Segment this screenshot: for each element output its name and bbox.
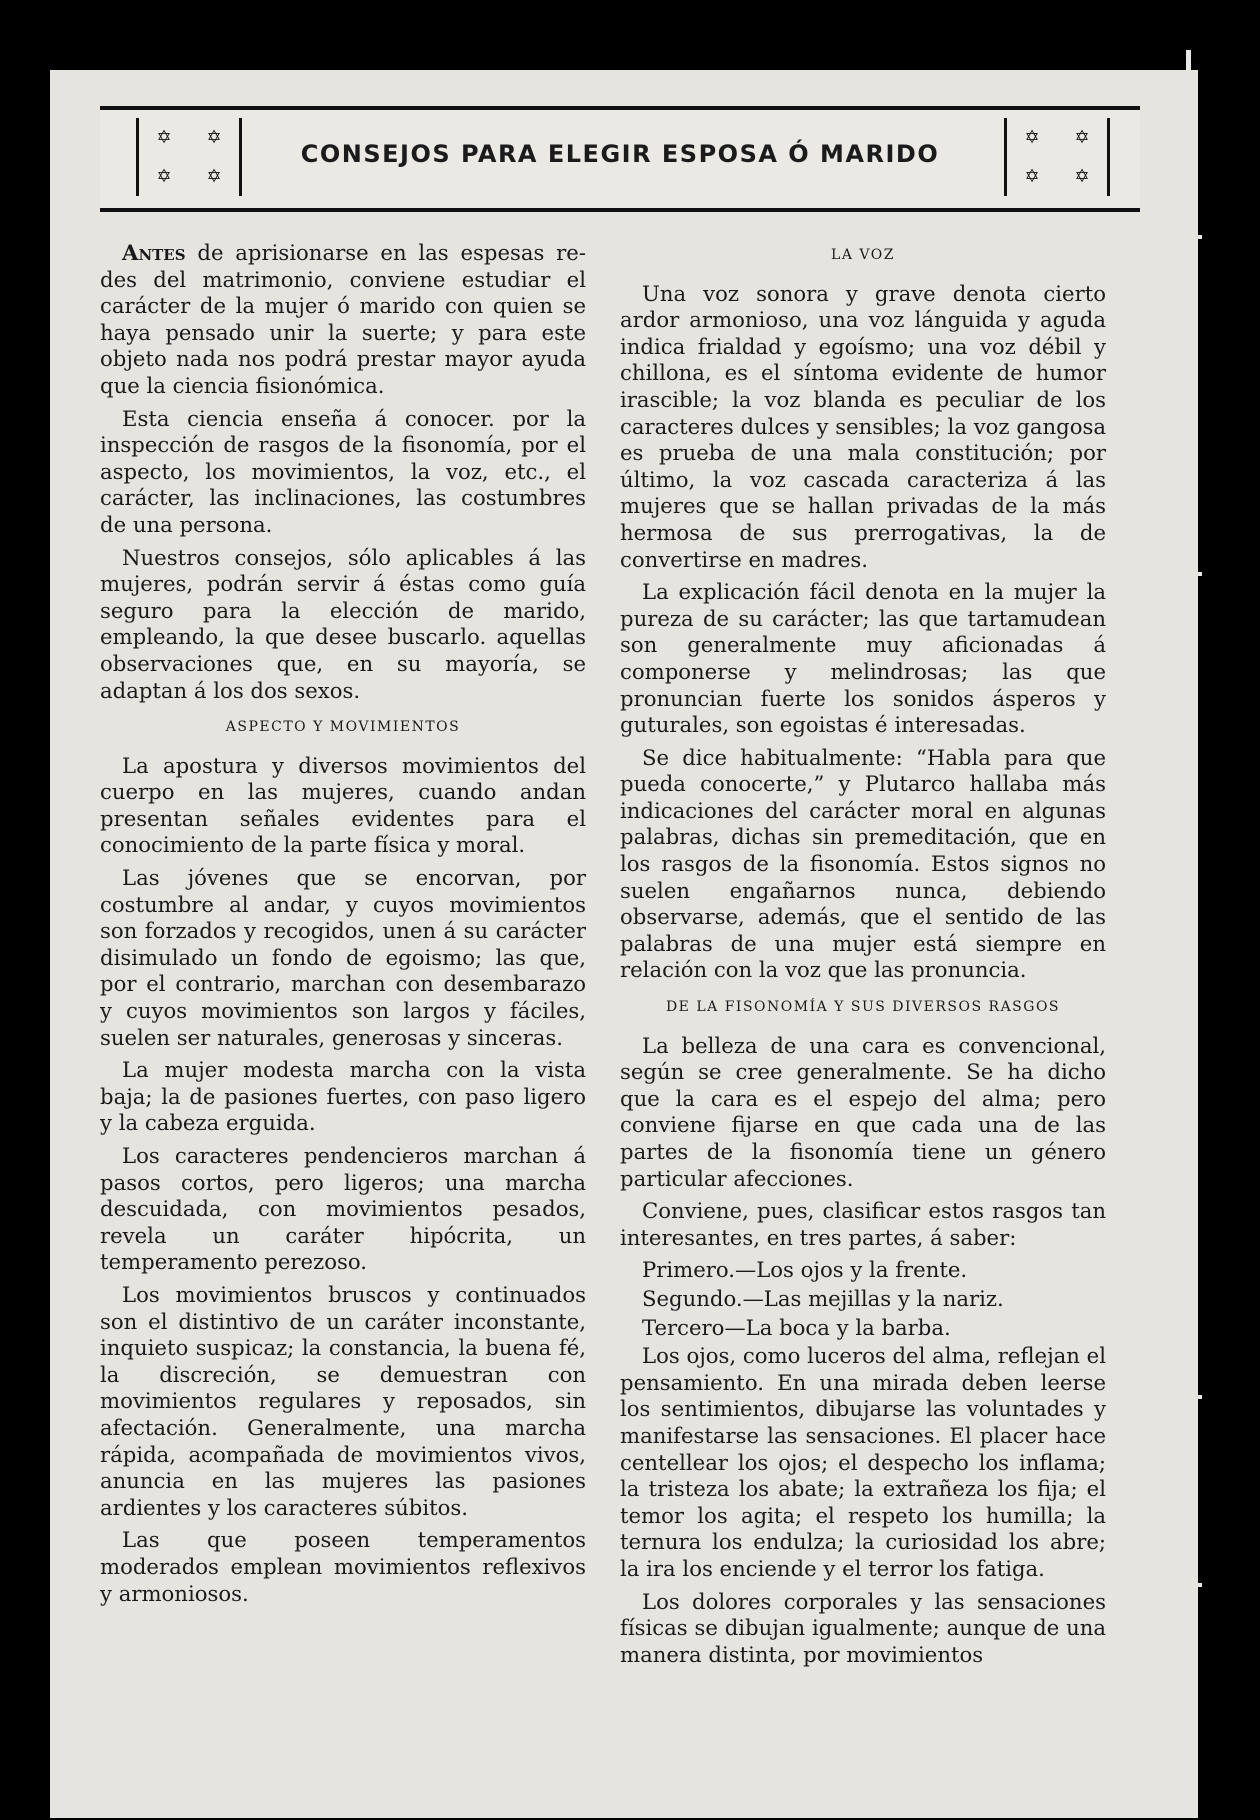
star-icon: ✡ (1074, 166, 1090, 187)
star-icon: ✡ (1024, 166, 1040, 187)
page-header (100, 106, 1140, 212)
section-heading: DE LA FISONOMÍA Y SUS DIVERSOS RASGOS (665, 999, 1061, 1016)
paragraph (100, 240, 586, 400)
list-item: Tercero—La boca y la barba. (642, 1314, 951, 1340)
section-heading: ASPECTO Y MOVIMIENTOS (225, 719, 461, 736)
star-icon: ✡ (206, 166, 222, 187)
star-icon: ✡ (1074, 127, 1090, 148)
paragraph: Los ojos, como luceros del alma, reflejan el pensamiento. En una mirada deben leerse los sentimientos, dibujarse las voluntades y manifestarse las sensaciones. El placer hace centellear los ojos; el despecho los inflama; la tristeza los abate; la extrañeza los fija; el temor los agita; el respeto los humilla; la ternura los endulza; la curiosidad los abre; la ira los enciende y el terror los fatiga. (620, 1343, 1106, 1581)
paragraph: La apostura y diversos movimientos del cuerpo en las mujeres, cuando andan presentan señales evidentes para el conocimiento de la parte física y moral. (100, 752, 586, 858)
paragraph: La mujer modesta marcha con la vista baja; la de pasiones fuertes, con paso ligero y la cabeza erguida. (100, 1057, 586, 1136)
star-icon: ✡ (156, 127, 172, 148)
page-title: CONSEJOS PARA ELEGIR ESPOSA Ó MARIDO (300, 140, 940, 168)
paragraph: La belleza de una cara es convencional, según se cree generalmente. Se ha dicho que la cara es el espejo del alma; pero conviene fijarse en que cada una de las partes de la fisonomía tiene un género particular afecciones. (620, 1032, 1106, 1191)
scan-edge (1198, 50, 1260, 1820)
paragraph: Una voz sonora y grave denota cierto ardor armonioso, una voz lánguida y aguda indica frialdad y egoísmo; una voz débil y chillona, es el síntoma evidente de humor irascible; la voz blanda es peculiar de los caracteres dulces y sensibles; la voz gangosa es prueba de una mala constitución; por último, la voz cascada caracteriza á las mujeres que se hallan privadas de la más hermosa de sus prerrogativas, la de convertirse en madres. (620, 280, 1106, 572)
paragraph-text: de aprisionarse en las espesas re-des del matrimonio, conviene estudiar el carácter de la mujer ó marido con quien se haya pensado unir la suerte; y para este objeto nada nos podrá prestar mayor ayuda que la ciencia fisionómica. (100, 240, 586, 398)
list-item: Segundo.—Las mejillas y la nariz. (642, 1285, 1004, 1311)
right-column (620, 242, 1106, 1668)
right-star-box (1004, 118, 1110, 196)
paragraph: Los caracteres pendencieros marchan á pasos cortos, pero ligeros; una marcha descuidada, con movimientos pesados, revela un caráter hipócrita, un temperamento perezoso. (100, 1143, 586, 1275)
star-icon: ✡ (206, 127, 222, 148)
magazine-page (50, 70, 1198, 1818)
section-heading: LA VOZ (831, 247, 895, 263)
paragraph: Se dice habitualmente: “Habla para que pueda conocerte,” y Plutarco hallaba más indicaciones del carácter moral en algunas palabras, dichas sin premeditación, que en los rasgos de la fisonomía. Estos signos no suelen engañarnos nunca, debiendo observarse, además, que el sentido de las palabras de una mujer está siempre en relación con la voz que las pronuncia. (620, 744, 1106, 983)
paragraph: Los dolores corporales y las sensaciones físicas se dibujan igualmente; aunque de una manera distinta, por movimientos (620, 1588, 1106, 1667)
paragraph: Nuestros consejos, sólo aplicables á las mujeres, podrán servir á éstas como guía seguro para la elección de marido, empleando, la que desee buscarlo. aquellas observaciones que, en su mayoría, se adaptan á los dos sexos. (100, 544, 586, 703)
paragraph: La explicación fácil denota en la mujer la pureza de su carácter; las que tartamudean son generalmente muy aficionadas á componerse y melindrosas; las que pronuncian fuerte los sonidos ásperos y guturales, son egoistas é interesadas. (620, 579, 1106, 738)
list-item: Primero.—Los ojos y la frente. (642, 1257, 968, 1283)
left-star-box (136, 118, 242, 196)
star-icon: ✡ (1024, 127, 1040, 148)
paragraph: Esta ciencia enseña á conocer. por la inspección de rasgos de la fisonomía, por el aspecto, los movimientos, la voz, etc., el carácter, las inclinaciones, las costumbres de una persona. (100, 405, 586, 537)
drop-word: Antes (122, 240, 186, 265)
left-column (100, 240, 586, 1607)
feature-list (620, 1257, 1106, 1341)
star-icon: ✡ (156, 166, 172, 187)
paragraph: Las que poseen temperamentos moderados emplean movimientos reflexivos y armoniosos. (100, 1527, 586, 1606)
paragraph: Las jóvenes que se encorvan, por costumbre al andar, y cuyos movimientos son forzados y recogidos, unen á su carácter disimulado un fondo de egoismo; las que, por el contrario, marchan con desembarazo y cuyos movimientos son largos y fáciles, suelen ser naturales, generosas y sinceras. (100, 865, 586, 1050)
paragraph: Los movimientos bruscos y continuados son el distintivo de un caráter inconstante, inquieto suspicaz; la constancia, la buena fé, la discreción, se demuestran con movimientos regulares y reposados, sin afectación. Generalmente, una marcha rápida, acompañada de movimientos vivos, anuncia en las mujeres las pasiones ardientes y los caracteres súbitos. (100, 1281, 586, 1520)
paragraph: Conviene, pues, clasificar estos rasgos tan interesantes, en tres partes, á saber: (620, 1198, 1106, 1250)
